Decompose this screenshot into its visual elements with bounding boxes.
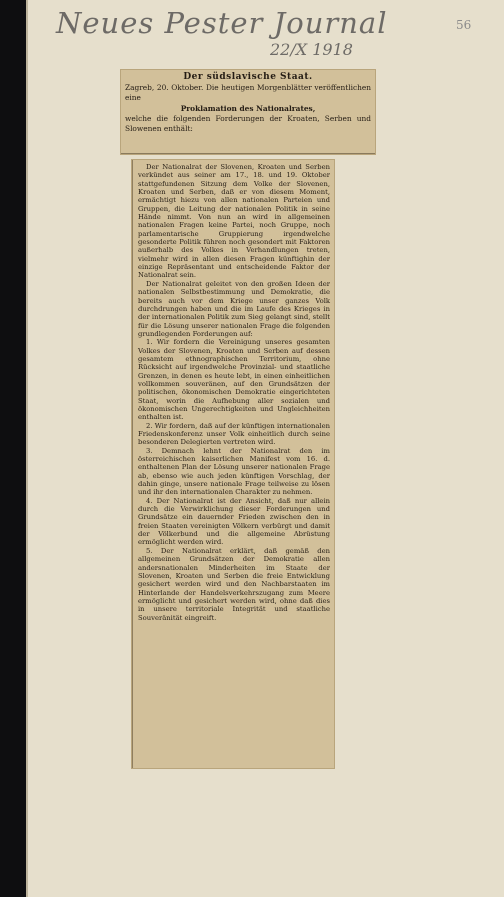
sheet-edge <box>26 0 28 897</box>
demand-4: 4. Der Nationalrat ist der Ansicht, daß nur allein durch die Verwirklichung dieser Forderungen und Grundsätze ein dauernder Frieden zwischen den in freien Staaten vereinigten Völkern verbürgt und damit der Völkerbund und die allgemeine Abrüstung ermöglicht werden wird. <box>138 496 330 547</box>
archive-page-number: 56 <box>456 18 472 32</box>
header-clipping <box>121 70 375 154</box>
clipping-proclamation-heading: Proklamation des Nationalrates, <box>180 103 316 113</box>
paragraph-principles: Der Nationalrat geleitet von den großen Ideen der nationalen Selbstbestimmung und Demokratie, die bereits auch vor dem Kriege unser ganzes Volk durchdrungen haben und die im Laufe des Krieges in der internationalen Politik zum Sieg gelangt sind, stellt für die Lösung unserer nationalen Frage die folgenden grundlegenden Forderungen auf: <box>138 279 330 338</box>
demand-1: 1. Wir fordern die Vereinigung unseres gesamten Volkes der Slovenen, Kroaten und Serben auf dessen gesamtem ethnographischen Territorium, ohne Rücksicht auf irgendwelche Provinzial- und staatliche Grenzen, in denen es heute lebt, in einen einheitlichen vollkommen souveränen, auf den Grundsätzen der politischen, ökonomischen Demokratie eingerichteten Staat, worin die Aufhebung aller sozialen und ökonomischen Ungerechtigkeiten und Ungleichheiten enthalten ist. <box>138 338 330 422</box>
handwritten-date-note: 22/X 1918 <box>270 40 353 59</box>
clipping-outro: welche die folgenden Forderungen der Kroaten, Serben und Slowenen enthält: <box>125 114 371 134</box>
demand-3: 3. Demnach lehnt der Nationalrat den im österreichischen kaiserlichen Manifest vom 16. d. enthaltenen Plan der Lösung unserer nationalen Frage ab, ebenso wie auch jeden künftigen Vorschlag, der dahin ginge, unsere nationale Frage teilweise zu lösen und ihr den internationalen Charakter zu nehmen. <box>138 446 330 497</box>
demand-5: 5. Der Nationalrat erklärt, daß gemäß den allgemeinen Grundsätzen der Demokratie allen andersnationalen Minderheiten im Staate der Slovenen, Kroaten und Serben die freie Entwicklung gesichert werden wird und den Nachbarstaaten im Hinterlande der Handelsverkehrszugang zum Meere ermöglicht und gesichert werden wird, ohne daß dies in unsere territoriale Integrität und staatliche Souveränität eingreift. <box>138 546 330 622</box>
body-clipping <box>132 160 334 768</box>
clipping-title: Der südslavische Staat. <box>183 72 313 82</box>
clipping-intro: Zagreb, 20. Oktober. Die heutigen Morgenblätter veröffentlichen eine <box>125 83 371 102</box>
handwritten-source-note: Neues Pester Journal <box>56 6 388 40</box>
paragraph-preamble: Der Nationalrat der Slovenen, Kroaten und Serben verkündet aus seiner am 17., 18. und 19. Oktober stattgefundenen Sitzung dem Volke der Slovenen, Kroaten und Serben, daß er von diesem Moment, ermächtigt hiezu von allen nationalen Parteien und Gruppen, die Leitung der nationalen Politik in seine Hände nimmt. Von nun an wird in allgemeinen nationalen Fragen keine Partei, noch Gruppe, noch parlamentarische Gruppierung irgendwelche gesonderte Politik führen noch gesondert mit Faktoren außerhalb des Volkes in Verhandlungen treten, vielmehr wird in allen diesen Fragen künftighin der einzige Repräsentant und entscheidende Faktor der Nationalrat sein. <box>138 163 330 280</box>
demand-2: 2. Wir fordern, daß auf der künftigen internationalen Friedenskonferenz unser Volk einheitlich durch seine besonderen Delegierten vertreten wird. <box>138 421 330 447</box>
clipping-divider <box>121 153 375 154</box>
